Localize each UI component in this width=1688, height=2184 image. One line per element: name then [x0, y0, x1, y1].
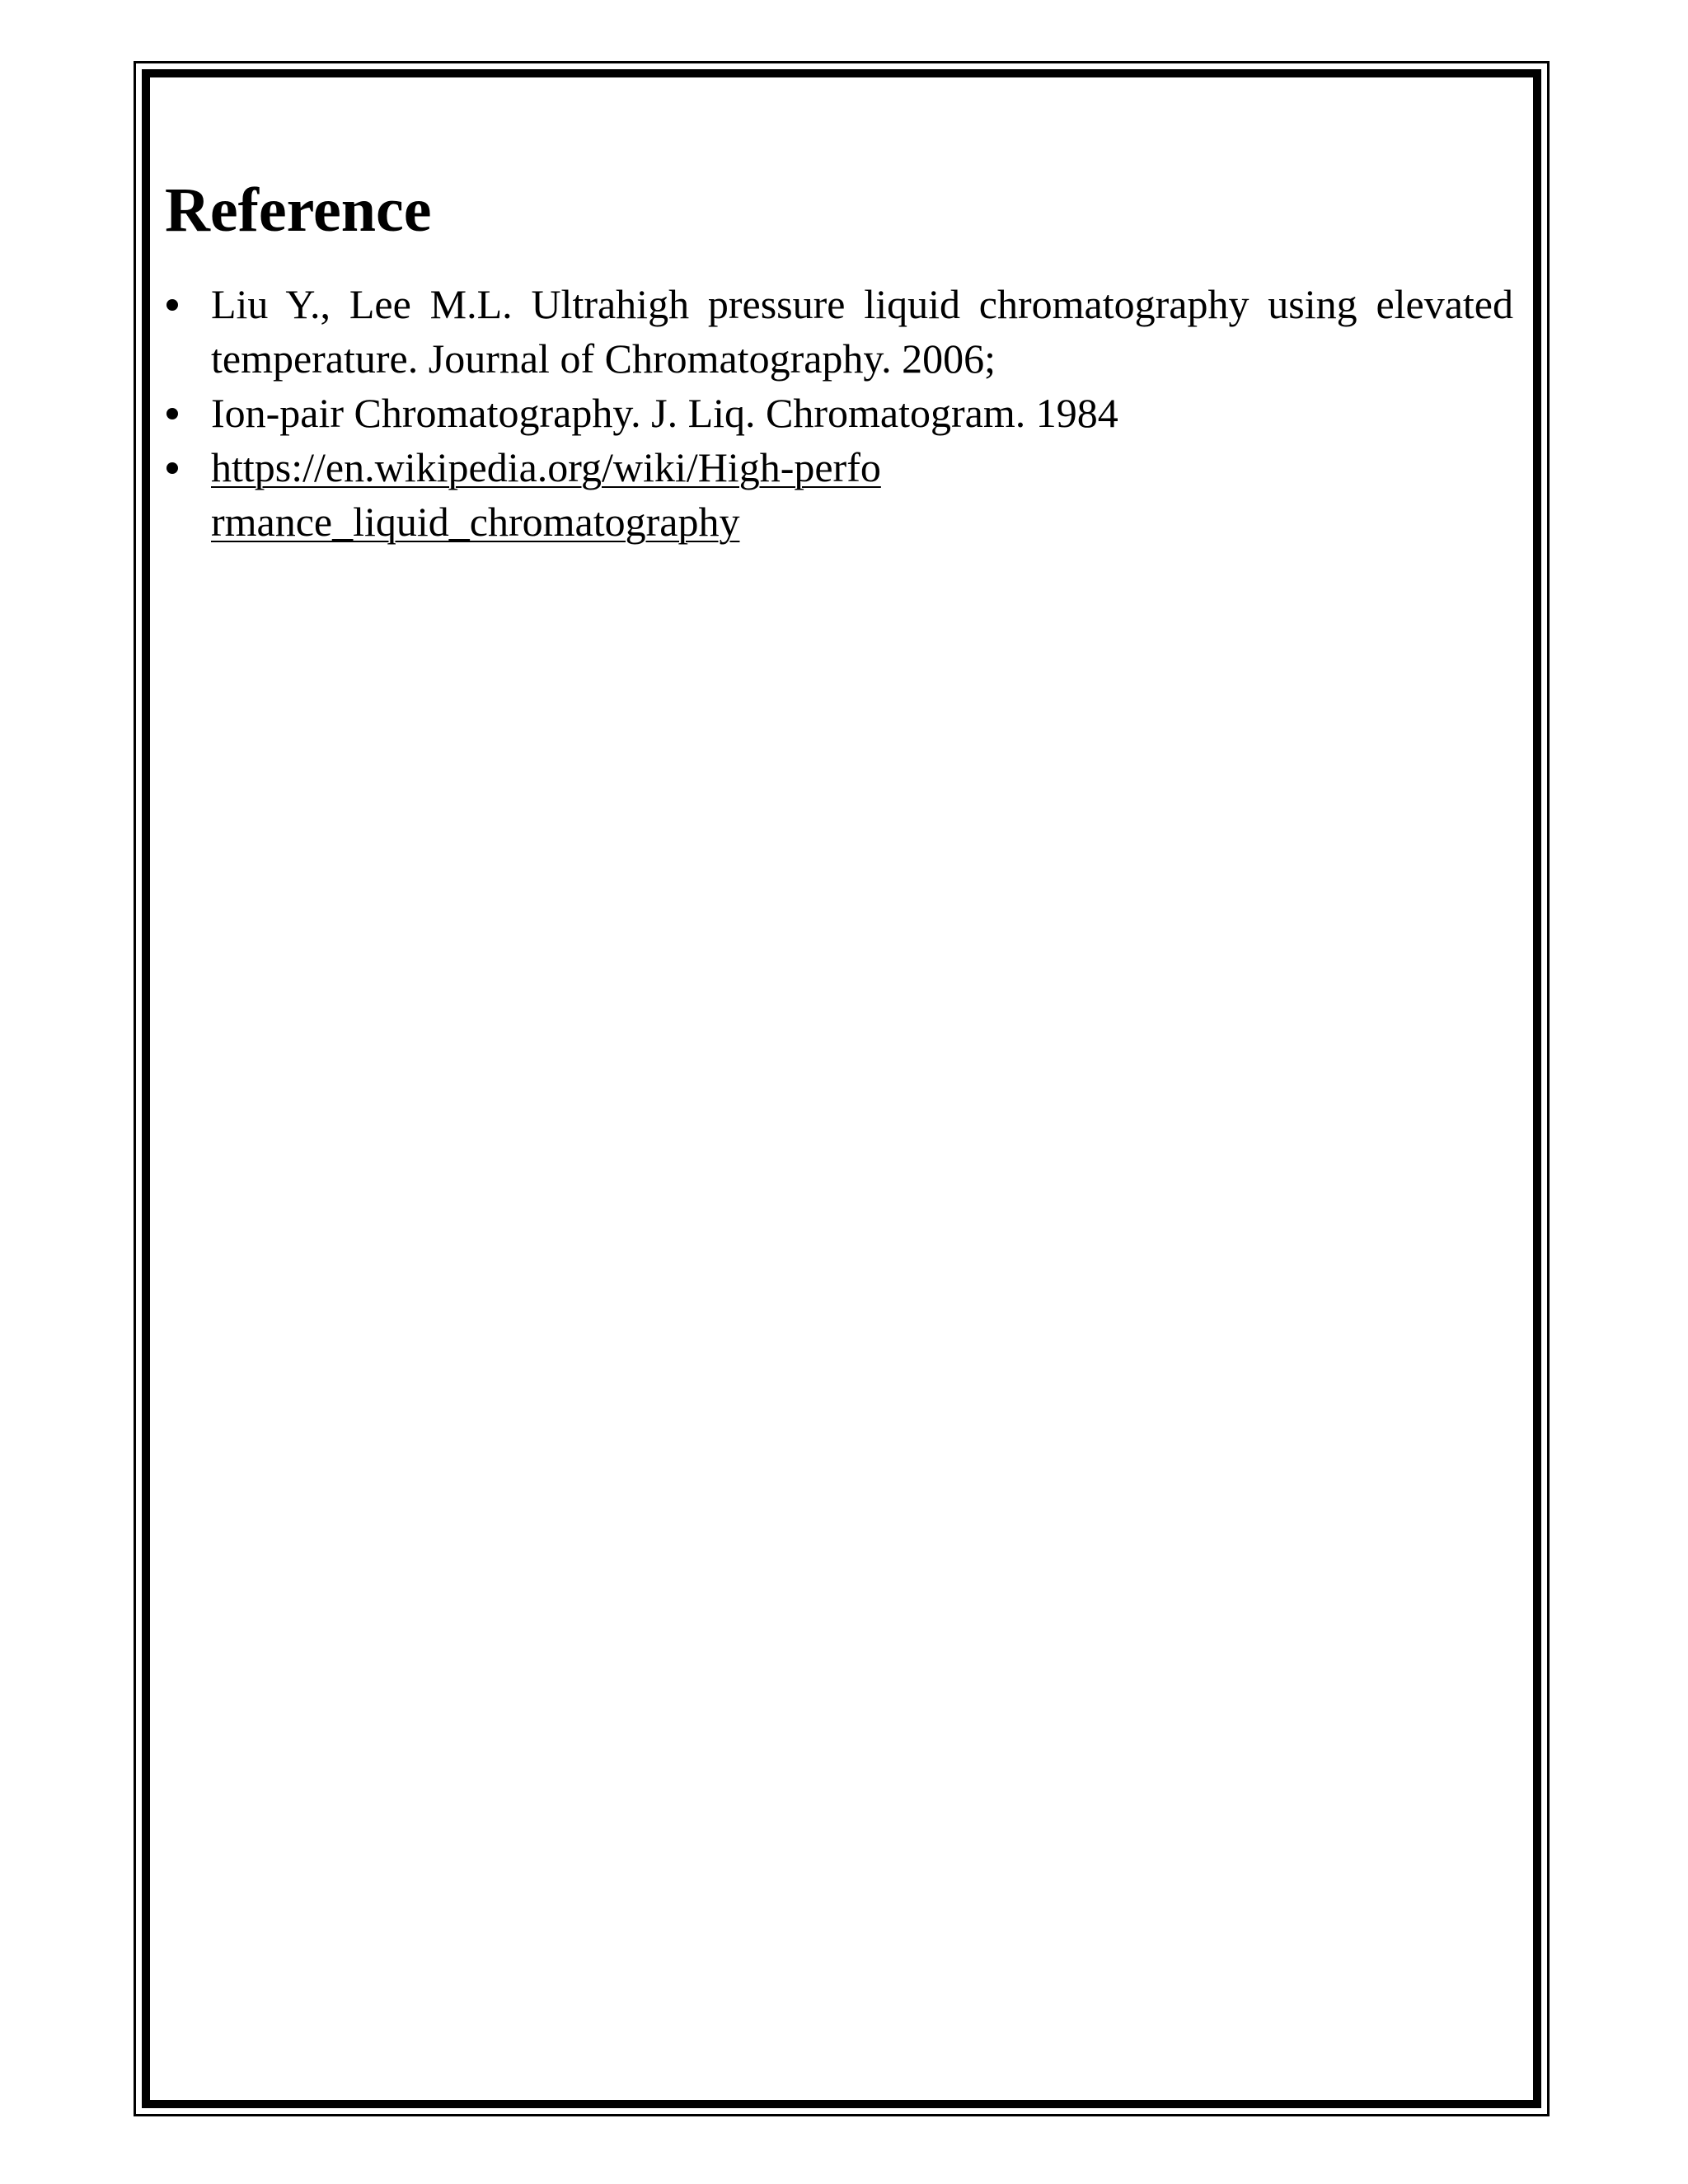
page-title: Reference [165, 176, 432, 245]
reference-link[interactable]: https://en.wikipedia.org/wiki/High-performance_liquid_chromatography [211, 444, 881, 545]
reference-item-1: Liu Y., Lee M.L. Ultrahigh pressure liquid chromatography using elevated temperature. Journal of Chromatography. 2006; [165, 277, 1513, 386]
page-content [165, 165, 1513, 549]
reference-list [165, 277, 1513, 549]
reference-item-2: Ion-pair Chromatography. J. Liq. Chromatogram. 1984 [165, 386, 1513, 440]
reference-item-3 [165, 440, 1513, 549]
